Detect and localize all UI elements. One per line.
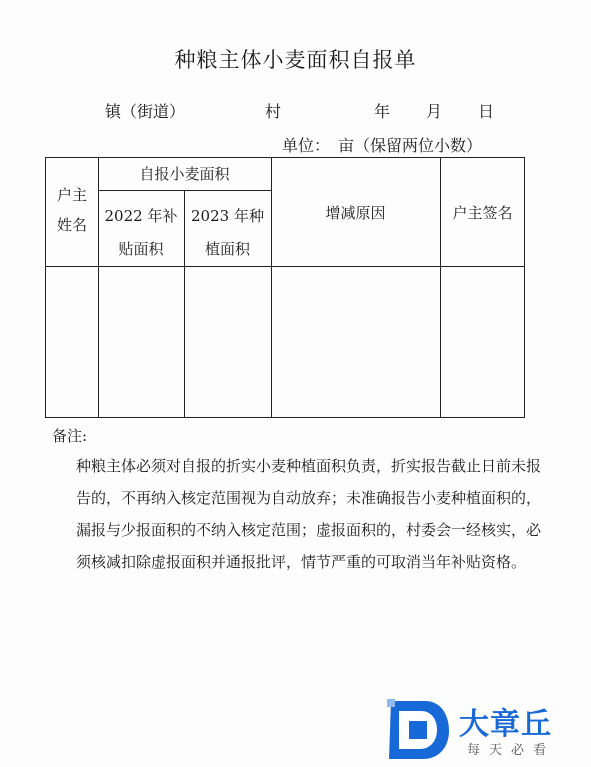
watermark-name: 大章丘 (459, 707, 552, 742)
owner-name-header: 户主 姓名 (56, 186, 87, 234)
town-label: 镇（街道） (105, 102, 186, 121)
form-title: 种粮主体小麦面积自报单 (174, 48, 417, 72)
planting-area-2023-header: 2023 年种 植面积 (191, 207, 264, 258)
year-label: 年 (374, 102, 391, 121)
day-label: 日 (478, 102, 495, 121)
planting-area-2023-cell[interactable] (184, 266, 271, 417)
month-label: 月 (426, 102, 443, 121)
subsidy-area-2022-header: 2022 年补 贴面积 (104, 207, 178, 258)
unit-label: 单位： 亩（保留两位小数） (282, 136, 483, 155)
notes-label: 备注: (52, 427, 88, 445)
change-reason-cell[interactable] (271, 266, 440, 417)
subsidy-area-2022-cell[interactable] (98, 266, 184, 417)
notes-body: 种粮主体必须对自报的折实小麦种植面积负责，折实报告截止日前未报告的，不再纳入核定范围视为自动放弃；未准确报告小麦种植面积的，漏报与少报面积的不纳入核定范围；虚报面积的，村委会一经核实，必须核减扣除虚报面积并通报批评，情节严重的可取消当年补贴资格。 (76, 457, 542, 571)
self-reported-area-header: 自报小麦面积 (139, 165, 230, 183)
owner-name-cell[interactable] (46, 266, 98, 417)
owner-signature-header: 户主签名 (452, 204, 513, 222)
watermark-slogan: 每天必看 (467, 743, 556, 758)
change-reason-header: 增减原因 (325, 204, 386, 222)
dazhangqiu-logo-icon (385, 697, 457, 763)
owner-signature-cell[interactable] (440, 266, 525, 417)
village-label: 村 (265, 102, 282, 121)
watermark (385, 697, 591, 763)
area-table (45, 157, 525, 418)
